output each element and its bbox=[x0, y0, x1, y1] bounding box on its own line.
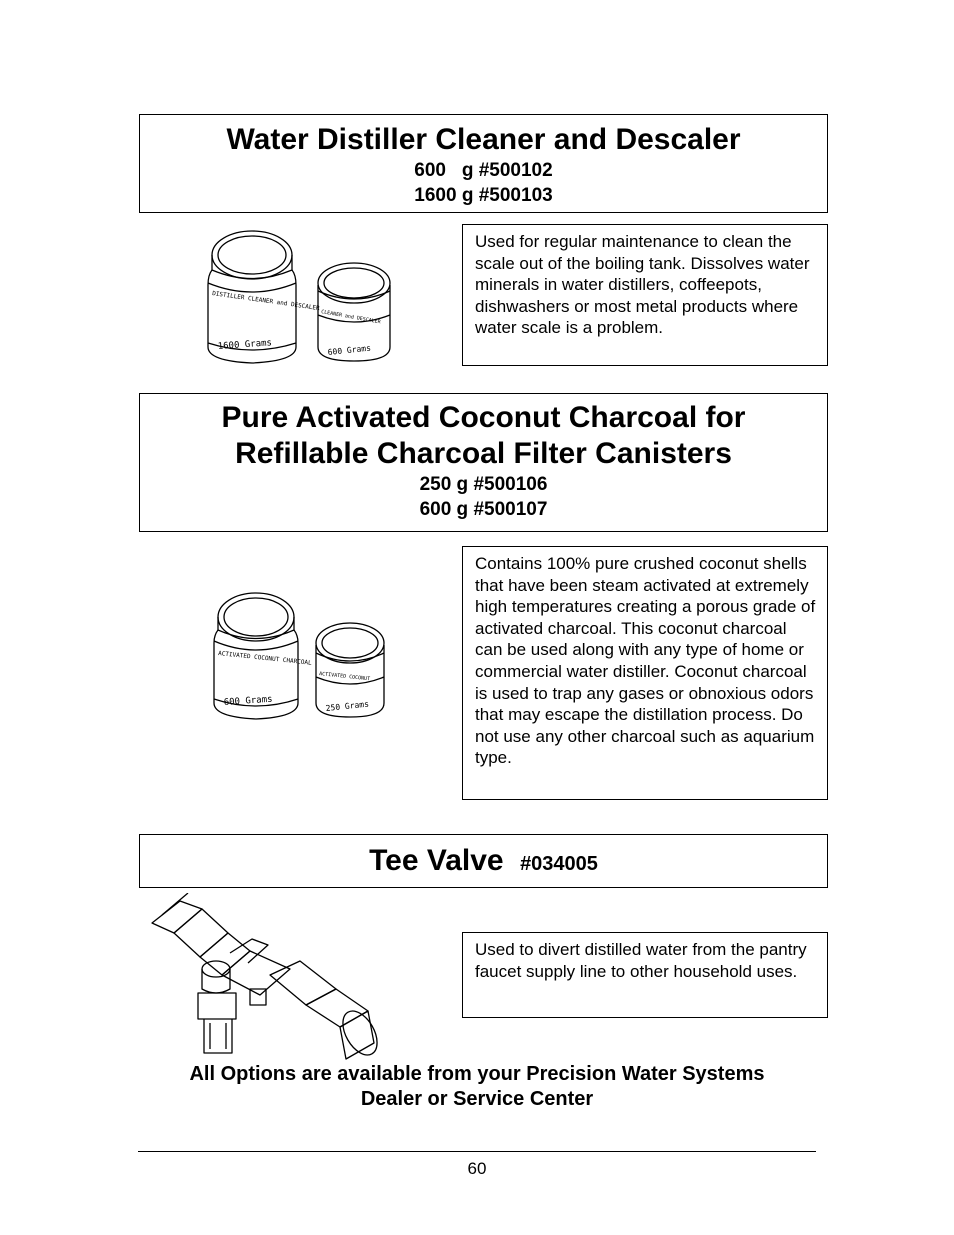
charcoal-sku-600: 600 g #500107 bbox=[419, 499, 548, 520]
charcoal-title-line1: Pure Activated Coconut Charcoal for bbox=[221, 401, 746, 434]
charcoal-small-jar-label: 250 Grams bbox=[325, 699, 370, 713]
cleaner-large-jar-band-text: DISTILLER CLEANER and DESCALER bbox=[211, 290, 321, 313]
cleaner-small-jar-band-text: CLEANER and DESCALER bbox=[320, 309, 381, 326]
cleaner-jars-illustration bbox=[200, 225, 400, 370]
tee-valve-sku: #034005 bbox=[520, 853, 598, 875]
cleaner-sku-600: 600 g #500102 bbox=[414, 160, 553, 181]
charcoal-description: Contains 100% pure crushed coconut shells that have been steam activated at extremely high temperatures creating a porous grade of activated charcoal. This coconut charcoal can be used along with any type of home or commercial water distiller. Coconut charcoal is used to trap any gases or obnoxious odors that may escape the distillation process. Do not use any other charcoal such as aquarium type. bbox=[475, 554, 816, 768]
cleaner-description-box bbox=[462, 224, 828, 366]
cleaner-header-box bbox=[139, 114, 828, 213]
tee-valve-header-box bbox=[139, 834, 828, 888]
cleaner-description: Used for regular maintenance to clean the scale out of the boiling tank. Dissolves water minerals in water distillers, coffeepots, dishwashers or most metal products where water scale is a problem. bbox=[475, 232, 810, 338]
tee-valve-description: Used to divert distilled water from the pantry faucet supply line to other household uses. bbox=[475, 940, 807, 981]
cleaner-title: Water Distiller Cleaner and Descaler bbox=[226, 123, 741, 156]
cleaner-small-jar-label: 600 Grams bbox=[327, 343, 372, 357]
charcoal-sku-250: 250 g #500106 bbox=[419, 474, 548, 495]
charcoal-small-jar-band-text: ACTIVATED COCONUT bbox=[318, 671, 371, 683]
charcoal-jars-illustration bbox=[210, 585, 390, 723]
tee-valve-illustration bbox=[140, 893, 390, 1063]
tee-valve-title: Tee Valve bbox=[369, 844, 504, 877]
cleaner-sku-1600: 1600 g #500103 bbox=[414, 185, 553, 206]
cleaner-large-jar-label: 1600 Grams bbox=[217, 338, 273, 352]
tee-valve-description-box bbox=[462, 932, 828, 1018]
page-number: 60 bbox=[467, 1159, 487, 1178]
charcoal-large-jar-band-text: ACTIVATED COCONUT CHARCOAL bbox=[217, 650, 312, 667]
charcoal-title-line2: Refillable Charcoal Filter Canisters bbox=[235, 437, 732, 470]
availability-note-line1: All Options are available from your Precision Water Systems bbox=[189, 1063, 765, 1085]
availability-note-line2: Dealer or Service Center bbox=[360, 1088, 594, 1110]
charcoal-header-box bbox=[139, 393, 828, 532]
charcoal-large-jar-label: 600 Grams bbox=[223, 694, 273, 708]
footer-rule bbox=[138, 1151, 816, 1152]
charcoal-description-box bbox=[462, 546, 828, 800]
